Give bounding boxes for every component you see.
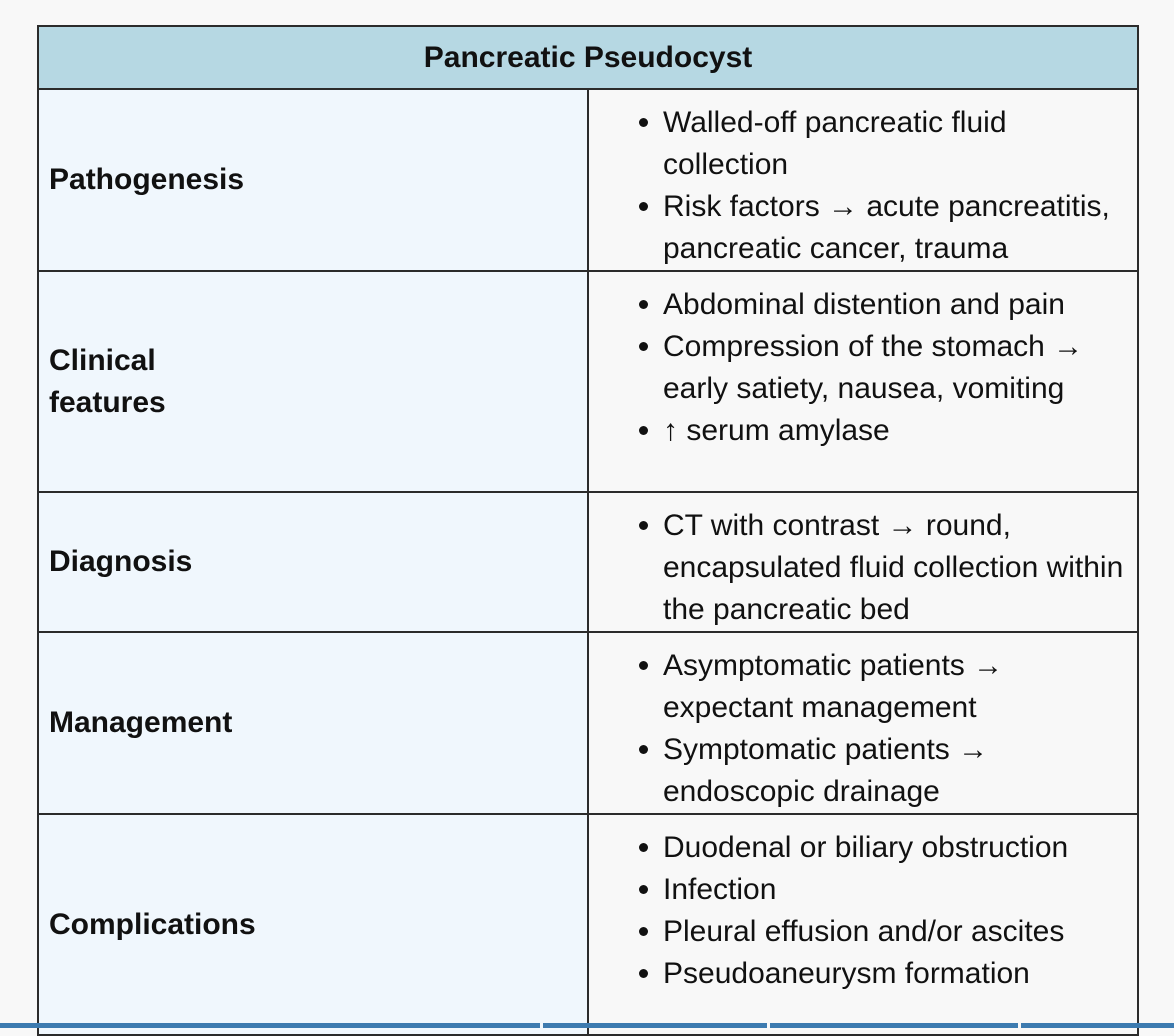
bullet-list xyxy=(589,827,1137,995)
bullet-list xyxy=(589,102,1137,270)
row-label-clinical-features xyxy=(38,271,588,492)
row-label-complications: Complications xyxy=(38,814,588,1035)
list-item: Duodenal or biliary obstruction xyxy=(663,827,1137,869)
table-row-clinical-features xyxy=(38,271,1138,492)
list-item: Abdominal distention and pain xyxy=(663,284,1137,326)
table-title: Pancreatic Pseudocyst xyxy=(38,26,1138,89)
list-item: Pseudoaneurysm formation xyxy=(663,953,1137,995)
bottom-tab-bar-segment xyxy=(543,1023,767,1028)
row-content-management xyxy=(588,632,1138,814)
list-item: Infection xyxy=(663,869,1137,911)
row-content-diagnosis xyxy=(588,492,1138,632)
row-content-clinical-features xyxy=(588,271,1138,492)
row-content-pathogenesis xyxy=(588,89,1138,271)
row-label-pathogenesis: Pathogenesis xyxy=(38,89,588,271)
bullet-list xyxy=(589,645,1137,813)
bottom-tab-bar-segment xyxy=(0,1023,540,1028)
bottom-tab-bar-segment xyxy=(1021,1023,1174,1028)
list-item: Risk factors → acute pancreatitis, pancreatic cancer, trauma xyxy=(663,186,1137,270)
row-label-line: features xyxy=(49,385,166,419)
list-item: ↑ serum amylase xyxy=(663,410,1137,452)
row-content-complications xyxy=(588,814,1138,1035)
bullet-list xyxy=(589,505,1137,631)
table-row-diagnosis xyxy=(38,492,1138,632)
row-label-diagnosis: Diagnosis xyxy=(38,492,588,632)
table-row-complications xyxy=(38,814,1138,1035)
bullet-list xyxy=(589,284,1137,452)
list-item: CT with contrast → round, encapsulated fluid collection within the pancreatic bed xyxy=(663,505,1137,631)
list-item: Pleural effusion and/or ascites xyxy=(663,911,1137,953)
list-item: Compression of the stomach → early satiety, nausea, vomiting xyxy=(663,326,1137,410)
table-row-management xyxy=(38,632,1138,814)
list-item: Asymptomatic patients → expectant management xyxy=(663,645,1137,729)
table-row-pathogenesis xyxy=(38,89,1138,271)
list-item: Symptomatic patients → endoscopic drainage xyxy=(663,729,1137,813)
pancreatic-pseudocyst-table xyxy=(37,25,1139,1036)
row-label-line: Clinical xyxy=(49,343,156,377)
bottom-tab-bar-segment xyxy=(770,1023,1018,1028)
list-item: Walled-off pancreatic fluid collection xyxy=(663,102,1137,186)
row-label-management: Management xyxy=(38,632,588,814)
